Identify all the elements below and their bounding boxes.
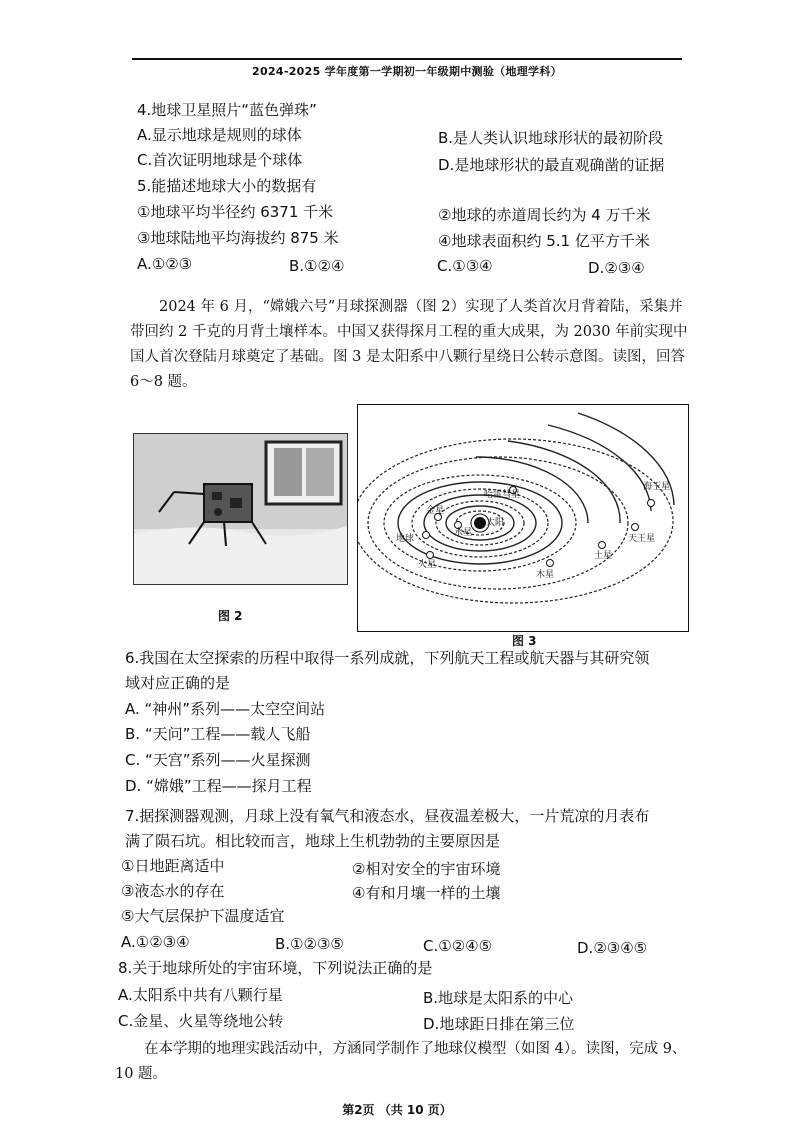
q5-statement-4: ④地球表面积约 5.1 亿平方千米	[438, 232, 650, 250]
q4-stem: 4.地球卫星照片“蓝色弹珠”	[137, 101, 317, 119]
q7-option-c: C.①②④⑤	[423, 937, 493, 955]
page-header: 2024-2025 学年度第一学期初一年级期中测验（地理学科）	[132, 58, 682, 79]
label-sun: 太阳	[486, 518, 505, 528]
q7-statement-5: ⑤大气层保护下温度适宜	[121, 907, 285, 925]
label-earth: 地球	[396, 534, 415, 544]
q8-option-a: A.太阳系中共有八颗行星	[118, 986, 283, 1004]
q6-stem-line1: 6.我国在太空探索的历程中取得一系列成就，下列航天工程或航天器与其研究领	[125, 649, 650, 667]
q7-statement-4: ④有和月壤一样的土壤	[352, 884, 501, 902]
q6-option-b: B. “天问”工程——载人飞船	[125, 725, 311, 743]
q7-statement-1: ①日地距离适中	[121, 857, 225, 875]
label-uranus: 天王星	[628, 534, 656, 544]
figure-2-lander-photo	[133, 433, 348, 585]
q8-stem: 8.关于地球所处的宇宙环境，下列说法正确的是	[118, 959, 433, 977]
q8-option-c: C.金星、火星等绕地公转	[118, 1012, 284, 1030]
figure-3-caption: 图 3	[512, 634, 537, 648]
figure-3-solar-system-diagram	[357, 404, 689, 632]
label-mars: 火星	[418, 560, 437, 570]
orbit-diagram	[358, 405, 688, 631]
q7-statement-2: ②相对安全的宇宙环境	[352, 860, 501, 878]
q5-statement-1: ①地球平均半径约 6371 千米	[137, 203, 334, 221]
q6-option-a: A. “神州”系列——太空空间站	[125, 700, 326, 718]
label-halley-comet: 哈雷彗星	[484, 490, 521, 500]
q5-statement-2: ②地球的赤道周长约为 4 万千米	[438, 206, 651, 224]
q5-option-c: C.①③④	[437, 257, 493, 275]
passage-questions-9-10: 在本学期的地理实践活动中，方涵同学制作了地球仪模型（如图 4）。读图，完成 9、10 题。	[115, 1041, 687, 1082]
q7-option-a: A.①②③④	[121, 933, 190, 951]
q6-option-c: C. “天宫”系列——火星探测	[125, 751, 311, 769]
q4-option-c: C.首次证明地球是个球体	[137, 151, 303, 169]
label-jupiter: 木星	[536, 570, 555, 580]
q5-option-d: D.②③④	[588, 259, 645, 277]
passage-questions-6-8: 2024 年 6 月，“嫦娥六号”月球探测器（图 2）实现了人类首次月背着陆，采集并带回约 2 千克的月背土壤样本。中国又获得探月工程的重大成果，为 2030 年前实现中国人首次登陆月球奠定了基础。图 3 是太阳系中八颗行星绕日公转示意图。读图，回答 6～8 题。	[130, 299, 688, 390]
q7-stem-line1: 7.据探测器观测，月球上没有氧气和液态水，昼夜温差极大，一片荒凉的月表布	[125, 807, 650, 825]
q8-option-b: B.地球是太阳系的中心	[423, 989, 574, 1007]
q6-option-d: D. “嫦娥”工程——探月工程	[125, 777, 312, 795]
q7-option-b: B.①②③⑤	[275, 935, 344, 953]
q5-option-a: A.①②③	[137, 255, 193, 273]
q4-option-b: B.是人类认识地球形状的最初阶段	[438, 129, 664, 147]
q7-statement-3: ③液态水的存在	[121, 882, 225, 900]
q4-option-d: D.是地球形状的最直观确凿的证据	[438, 156, 665, 174]
q5-statement-3: ③地球陆地平均海拔约 875 米	[137, 229, 339, 247]
q5-stem: 5.能描述地球大小的数据有	[137, 177, 317, 195]
q5-option-b: B.①②④	[289, 257, 345, 275]
q8-option-d: D.地球距日排在第三位	[423, 1015, 575, 1033]
q7-option-d: D.②③④⑤	[577, 939, 648, 957]
label-venus: 金星	[426, 506, 445, 516]
label-neptune: 海王星	[643, 482, 671, 492]
label-saturn: 土星	[594, 551, 613, 561]
label-mercury: 水星	[454, 528, 473, 538]
q4-option-a: A.显示地球是规则的球体	[137, 126, 302, 144]
q7-stem-line2: 满了陨石坑。相比较而言，地球上生机勃勃的主要原因是	[125, 832, 501, 850]
page-footer: 第2页 （共 10 页）	[342, 1103, 452, 1117]
figure-2-caption: 图 2	[218, 609, 243, 623]
q6-stem-line2: 域对应正确的是	[125, 674, 231, 692]
lander-photo-illustration	[134, 434, 347, 584]
